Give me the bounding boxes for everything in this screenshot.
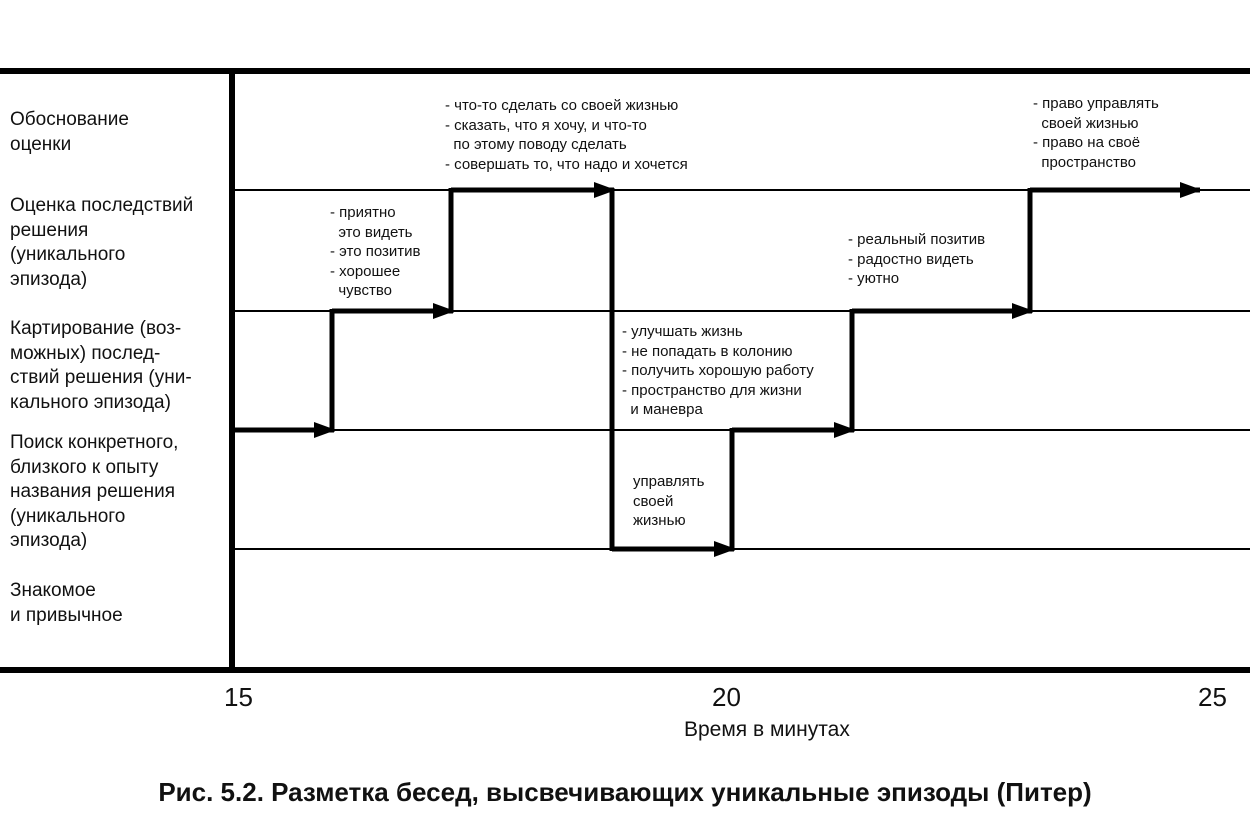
row-label-naming: Поиск конкретного, близкого к опыту названия решения (уникального эпизода) bbox=[10, 432, 179, 551]
row-label-evaluation: Оценка последствий решения (уникального эпизода) bbox=[10, 195, 194, 290]
note-nice-to-see: - приятно это видеть - это позитив - хорошее чувство bbox=[330, 204, 421, 299]
note-real-positive: - реальный позитив - радостно видеть - уютно bbox=[848, 231, 986, 287]
figure-caption: Рис. 5.2. Разметка бесед, высвечивающих уникальные эпизоды (Питер) bbox=[158, 777, 1092, 807]
note-right-to-manage: - право управлять своей жизнью - право на своё пространство bbox=[1033, 95, 1159, 171]
row-label-mapping: Картирование (воз- можных) послед- ствий решения (уни- кального эпизода) bbox=[10, 318, 192, 413]
x-tick-label: 15 bbox=[224, 682, 253, 712]
note-do-with-life: - что-то сделать со своей жизнью - сказать, что я хочу, и что-то по этому поводу сделать - совершать то, что надо и хочется bbox=[445, 97, 688, 173]
note-improve-life: - улучшать жизнь - не попадать в колонию - получить хорошую работу - пространство для жизни и маневра bbox=[622, 323, 814, 418]
row-label-familiar: Знакомое и привычное bbox=[10, 580, 123, 626]
x-tick-label: 25 bbox=[1198, 682, 1227, 712]
x-tick-label: 20 bbox=[712, 682, 741, 712]
row-label-justification: Обоснование оценки bbox=[10, 109, 129, 155]
note-manage-life: управлять своей жизнью bbox=[633, 473, 705, 529]
x-axis-title: Время в минутах bbox=[684, 718, 850, 741]
